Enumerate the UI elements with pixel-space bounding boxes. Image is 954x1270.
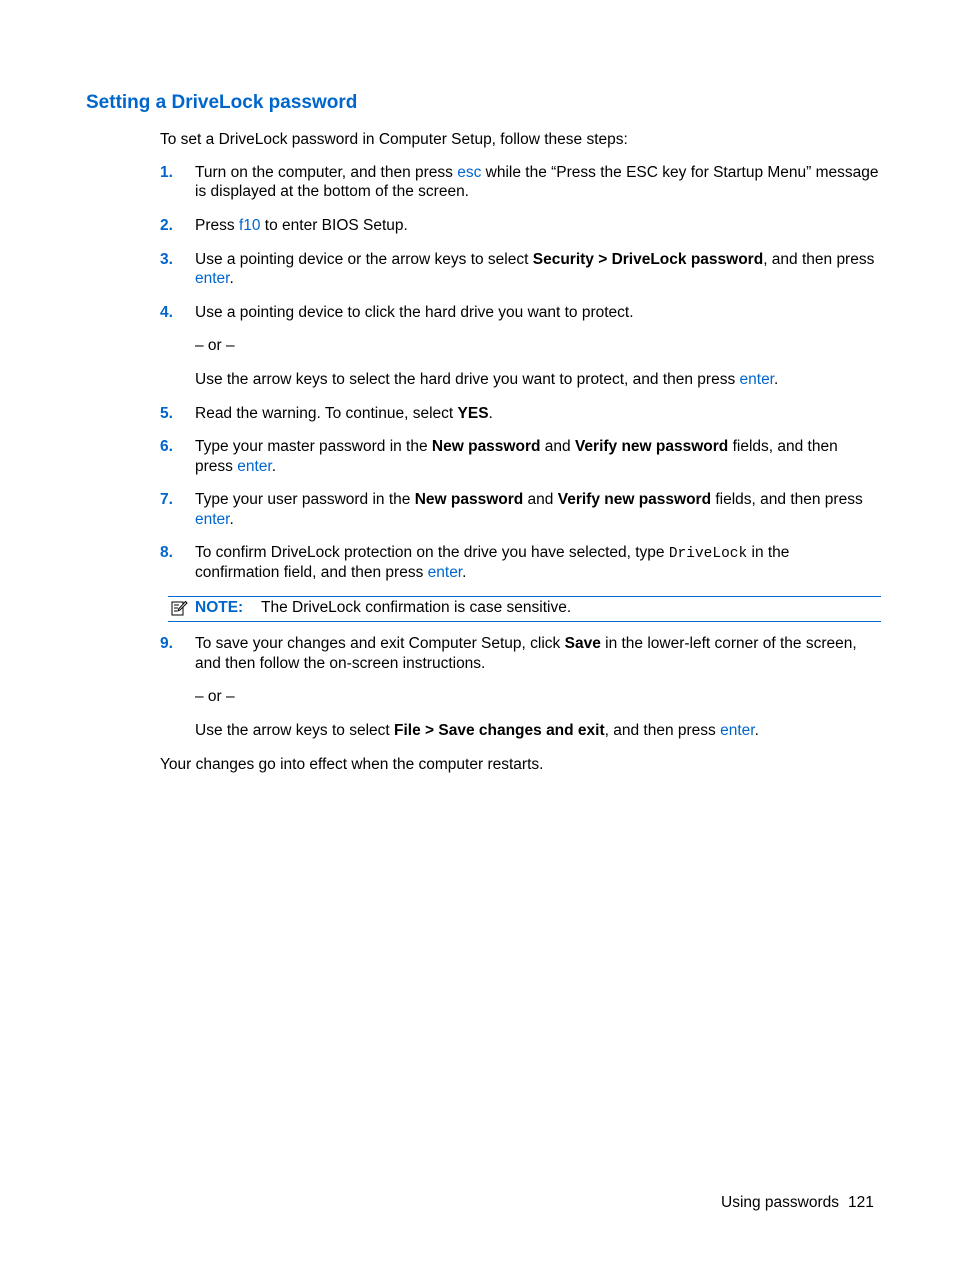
step-4-text: Use a pointing device to click the hard drive you want to protect. [195,304,634,321]
step-7-number: 7. [160,491,173,508]
step-2-text: Press f10 to enter BIOS Setup. [195,217,408,234]
key-enter: enter [427,564,463,581]
step-9-line-1: To save your changes and exit Computer Setup, click Save in the lower-left corner of the screen, [195,635,857,652]
step-1-number: 1. [160,164,173,181]
key-enter: enter [195,270,230,287]
step-7-line-1: Type your user password in the New password and Verify new password fields, and then press [195,491,863,508]
step-1-line-1: Turn on the computer, and then press esc while the “Press the ESC key for Startup Menu” message [195,164,879,181]
note-label: NOTE: [195,599,244,616]
step-8-number: 8. [160,544,173,561]
note-pencil-icon [171,600,188,617]
step-5-text: Read the warning. To continue, select YES. [195,405,493,422]
step-8-line-1: To confirm DriveLock protection on the drive you have selected, type DriveLock in the [195,544,790,562]
page-number: 121 [848,1194,874,1211]
step-4-or: – or – [195,337,235,354]
step-4-number: 4. [160,304,173,321]
key-enter: enter [195,511,230,528]
step-6-line-1: Type your master password in the New password and Verify new password fields, and then [195,438,838,455]
key-enter: enter [739,371,774,388]
key-enter: enter [237,458,272,475]
intro-paragraph: To set a DriveLock password in Computer Setup, follow these steps: [160,131,628,148]
step-4-alternative: Use the arrow keys to select the hard drive you want to protect, and then press enter. [195,371,779,388]
key-enter: enter [720,722,755,739]
step-6-line-2: press enter. [195,458,277,475]
step-9-or: – or – [195,688,235,705]
section-heading: Setting a DriveLock password [86,92,358,113]
note-text: The DriveLock confirmation is case sensitive. [261,599,572,616]
step-2-number: 2. [160,217,173,234]
page-footer [721,1193,874,1213]
step-5-number: 5. [160,405,173,422]
step-9-number: 9. [160,635,173,652]
step-3-number: 3. [160,251,173,268]
key-f10: f10 [238,217,261,234]
step-9-line-2: and then follow the on-screen instructions. [195,655,486,672]
footer-section: Using passwords [721,1194,840,1211]
closing-paragraph: Your changes go into effect when the computer restarts. [160,756,544,773]
step-8-line-2: confirmation field, and then press enter. [195,564,467,581]
inline-code: DriveLock [668,546,748,562]
step-7-line-2: enter. [195,511,234,528]
step-3-line-2: enter. [195,270,234,287]
step-6-number: 6. [160,438,173,455]
step-9-alternative: Use the arrow keys to select File > Save changes and exit, and then press enter. [195,722,759,739]
key-esc: esc [457,164,482,181]
step-3-line-1: Use a pointing device or the arrow keys to select Security > DriveLock password, and then press [195,251,875,268]
note-box [168,596,881,622]
step-1-line-2: is displayed at the bottom of the screen. [195,183,469,200]
